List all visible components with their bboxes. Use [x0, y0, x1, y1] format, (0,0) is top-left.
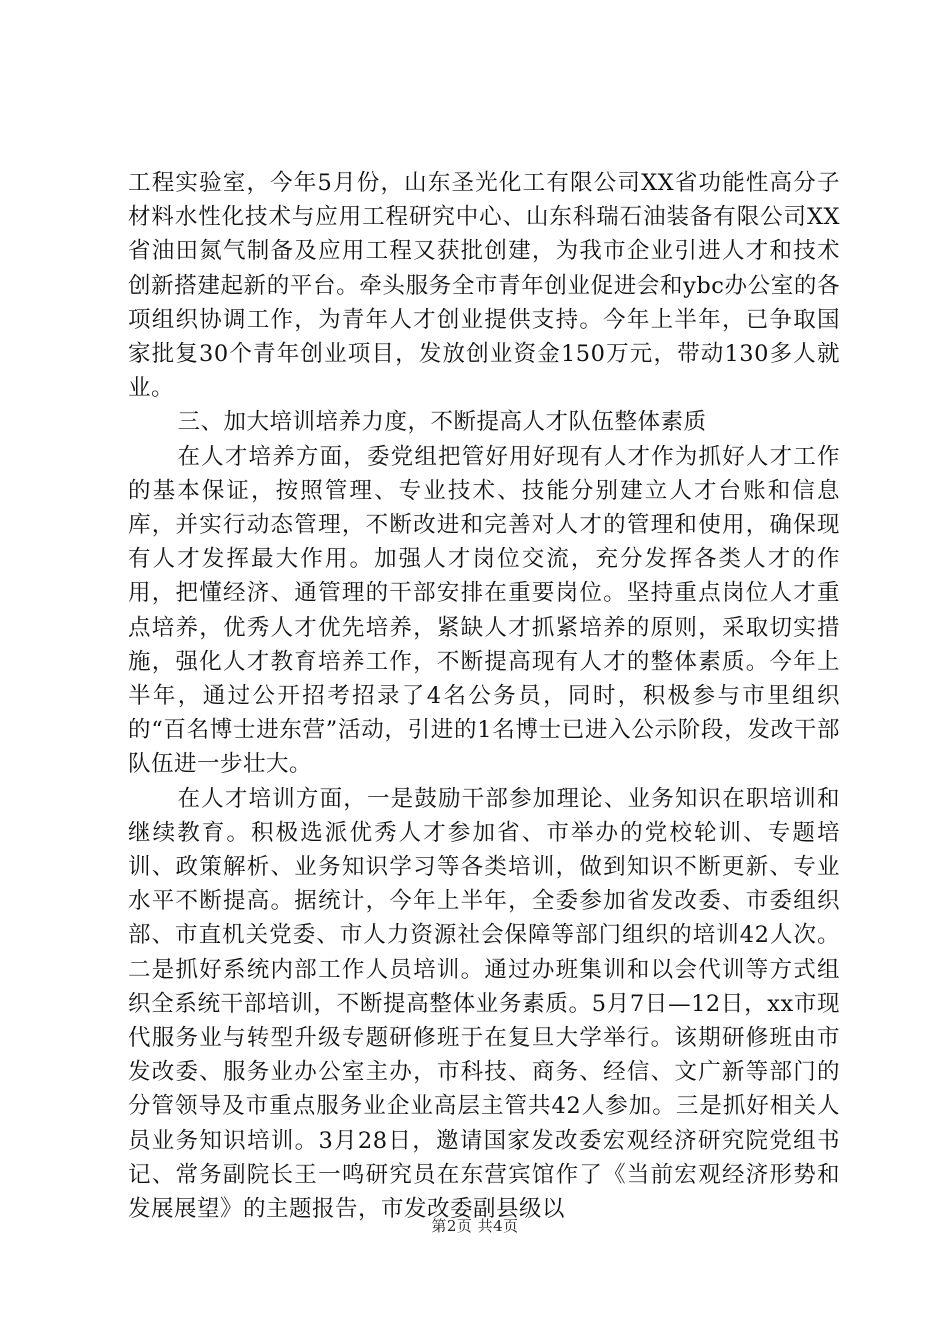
page-footer: 第2页 共4页: [431, 1217, 519, 1235]
paragraph-talent-training: 在人才培训方面，一是鼓励干部参加理论、业务知识在职培训和继续教育。积极选派优秀人才参加省、市举办的党校轮训、专题培训、政策解析、业务知识学习等各类培训，做到知识不断更新、专业水平不断提高。据统计，今年上半年，全委参加省发改委、市委组织部、市直机关党委、市人力资源社会保障等部门组织的培训42人次。二是抓好系统内部工作人员培训。通过办班集训和以会代训等方式组织全系统干部培训，不断提高整体业务素质。5月7日—12日，xx市现代服务业与转型升级专题研修班于在复旦大学举行。该期研修班由市发改委、服务业办公室主办，市科技、商务、经信、文广新等部门的分管领导及市重点服务业企业高层主管共42人参加。三是抓好相关人员业务知识培训。3月28日，邀请国家发改委宏观经济研究院党组书记、常务副院长王一鸣研究员在东营宾馆作了《当前宏观经济形势和发展展望》的主题报告，市发改委副县级以: [128, 785, 840, 1223]
section-heading: 三、加大培训培养力度，不断提高人才队伍整体素质: [177, 409, 707, 436]
paragraph-continuation: 工程实验室，今年5月份，山东圣光化工有限公司XX省功能性高分子材料水性化技术与应用工程研究中心、山东科瑞石油装备有限公司XX省油田氮气制备及应用工程又获批创建，为我市企业引进人才和技术创新搭建起新的平台。牵头服务全市青年创业促进会和ybc办公室的各项组织协调工作，为青年人才创业提供支持。今年上半年，已争取国家批复30个青年创业项目，发放创业资金150万元，带动130多人就业。: [128, 170, 840, 402]
paragraph-talent-cultivation: 在人才培养方面，委党组把管好用好现有人才作为抓好人才工作的基本保证，按照管理、专业技术、技能分别建立人才台账和信息库，并实行动态管理，不断改进和完善对人才的管理和使用，确保现有人才发挥最大作用。加强人才岗位交流，充分发挥各类人才的作用，把懂经济、通管理的干部安排在重要岗位。坚持重点岗位人才重点培养，优秀人才优先培养，紧缺人才抓紧培养的原则，采取切实措施，强化人才教育培养工作，不断提高现有人才的整体素质。今年上半年，通过公开招考招录了4名公务员，同时，积极参与市里组织的“百名博士进东营”活动，引进的1名博士已进入公示阶段，发改干部队伍进一步壮大。: [128, 443, 840, 778]
document-body: [128, 166, 840, 1226]
